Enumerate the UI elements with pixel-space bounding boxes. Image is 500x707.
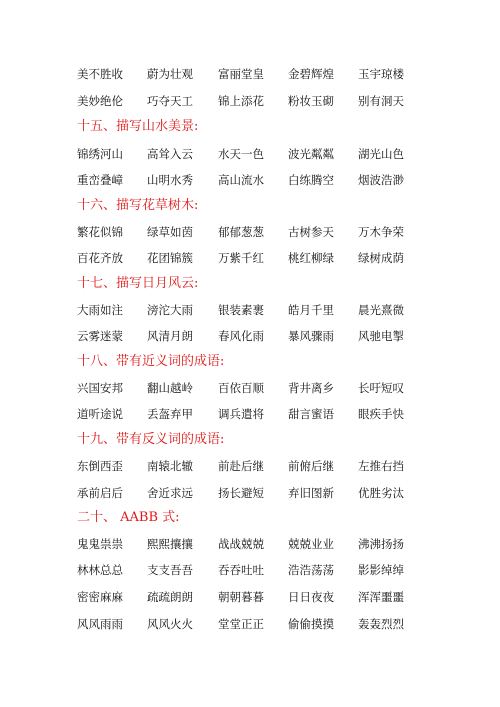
idiom: 高耸入云 (147, 147, 193, 161)
idiom: 长吁短叹 (358, 381, 404, 395)
idiom: 浩浩荡荡 (288, 563, 334, 577)
idiom: 烟波浩渺 (358, 173, 404, 187)
idiom: 桃红柳绿 (288, 251, 334, 265)
idiom: 风清月朗 (147, 329, 193, 343)
idiom: 弃旧图新 (288, 486, 334, 500)
idiom: 滂沱大雨 (147, 303, 193, 317)
idiom-row (0, 90, 500, 112)
idiom: 兴国安邦 (77, 381, 123, 395)
idiom: 前赴后继 (218, 459, 264, 473)
idiom: 风驰电掣 (358, 329, 404, 343)
idiom: 晨光熹微 (358, 303, 404, 317)
idiom-row (0, 559, 500, 581)
idiom-row (0, 377, 500, 399)
section-heading: 十五、描写山水美景: (77, 119, 199, 134)
idiom: 丢盔弃甲 (147, 407, 193, 421)
section-heading: 十九、带有反义词的成语: (77, 432, 225, 447)
idiom: 风风雨雨 (77, 617, 123, 631)
idiom: 百花齐放 (77, 251, 123, 265)
idiom: 银装素裹 (218, 303, 264, 317)
idiom-row (0, 247, 500, 269)
idiom: 影影绰绰 (358, 563, 404, 577)
idiom: 承前启后 (77, 486, 123, 500)
idiom: 郁郁葱葱 (218, 225, 264, 239)
idiom: 吞吞吐吐 (218, 563, 264, 577)
idiom: 万紫千红 (218, 251, 264, 265)
idiom-row (0, 143, 500, 165)
idiom: 花团锦簇 (147, 251, 193, 265)
section-heading: 二十、 AABB 式: (77, 510, 180, 525)
idiom: 鬼鬼祟祟 (77, 537, 123, 551)
idiom: 南辕北辙 (147, 459, 193, 473)
idiom: 疏疏朗朗 (147, 590, 193, 604)
idiom: 调兵遣将 (218, 407, 264, 421)
idiom: 风风火火 (147, 617, 193, 631)
idiom: 富丽堂皇 (218, 67, 264, 81)
idiom: 战战兢兢 (218, 537, 264, 551)
idiom: 浑浑噩噩 (358, 590, 404, 604)
idiom: 春风化雨 (218, 329, 264, 343)
idiom: 粉妆玉砌 (288, 94, 334, 108)
idiom-row (0, 63, 500, 85)
idiom: 支支吾吾 (147, 563, 193, 577)
idiom: 兢兢业业 (288, 537, 334, 551)
idiom: 美妙绝伦 (77, 94, 123, 108)
idiom: 东倒西歪 (77, 459, 123, 473)
idiom-row (0, 482, 500, 504)
idiom: 左推右挡 (358, 459, 404, 473)
idiom: 蔚为壮观 (147, 67, 193, 81)
idiom: 万木争荣 (358, 225, 404, 239)
idiom: 沸沸扬扬 (358, 537, 404, 551)
idiom: 轰轰烈烈 (358, 617, 404, 631)
idiom: 暴风骤雨 (288, 329, 334, 343)
idiom: 朝朝暮暮 (218, 590, 264, 604)
idiom: 熙熙攘攘 (147, 537, 193, 551)
idiom: 偷偷摸摸 (288, 617, 334, 631)
idiom: 扬长避短 (218, 486, 264, 500)
idiom: 玉宇琼楼 (358, 67, 404, 81)
idiom: 白练腾空 (288, 173, 334, 187)
idiom-row (0, 613, 500, 635)
idiom: 巧夺天工 (147, 94, 193, 108)
idiom: 道听途说 (77, 407, 123, 421)
idiom: 林林总总 (77, 563, 123, 577)
idiom: 金碧辉煌 (288, 67, 334, 81)
idiom-row (0, 533, 500, 555)
idiom: 翻山越岭 (147, 381, 193, 395)
idiom-row (0, 586, 500, 608)
idiom: 繁花似锦 (77, 225, 123, 239)
idiom: 甜言蜜语 (288, 407, 334, 421)
idiom-row (0, 403, 500, 425)
section-heading: 十八、带有近义词的成语: (77, 354, 225, 369)
idiom: 湖光山色 (358, 147, 404, 161)
idiom: 高山流水 (218, 173, 264, 187)
idiom: 前俯后继 (288, 459, 334, 473)
section-heading: 十六、描写花草树木: (77, 198, 199, 213)
idiom: 密密麻麻 (77, 590, 123, 604)
idiom: 皓月千里 (288, 303, 334, 317)
idiom: 波光粼粼 (288, 147, 334, 161)
idiom-row (0, 455, 500, 477)
idiom: 绿树成荫 (358, 251, 404, 265)
idiom-row (0, 169, 500, 191)
idiom: 日日夜夜 (288, 590, 334, 604)
idiom: 山明水秀 (147, 173, 193, 187)
idiom: 水天一色 (218, 147, 264, 161)
idiom: 别有洞天 (358, 94, 404, 108)
idiom-row (0, 325, 500, 347)
idiom: 重峦叠嶂 (77, 173, 123, 187)
idiom: 舍近求远 (147, 486, 193, 500)
idiom: 大雨如注 (77, 303, 123, 317)
idiom: 锦上添花 (218, 94, 264, 108)
idiom: 眼疾手快 (358, 407, 404, 421)
idiom: 堂堂正正 (218, 617, 264, 631)
idiom-row (0, 221, 500, 243)
idiom: 百依百顺 (218, 381, 264, 395)
section-heading: 十七、描写日月风云: (77, 276, 199, 291)
idiom: 背井离乡 (288, 381, 334, 395)
idiom: 古树参天 (288, 225, 334, 239)
idiom: 锦绣河山 (77, 147, 123, 161)
idiom: 美不胜收 (77, 67, 123, 81)
idiom: 云雾迷蒙 (77, 329, 123, 343)
idiom: 绿草如茵 (147, 225, 193, 239)
idiom-row (0, 299, 500, 321)
idiom: 优胜劣汰 (358, 486, 404, 500)
